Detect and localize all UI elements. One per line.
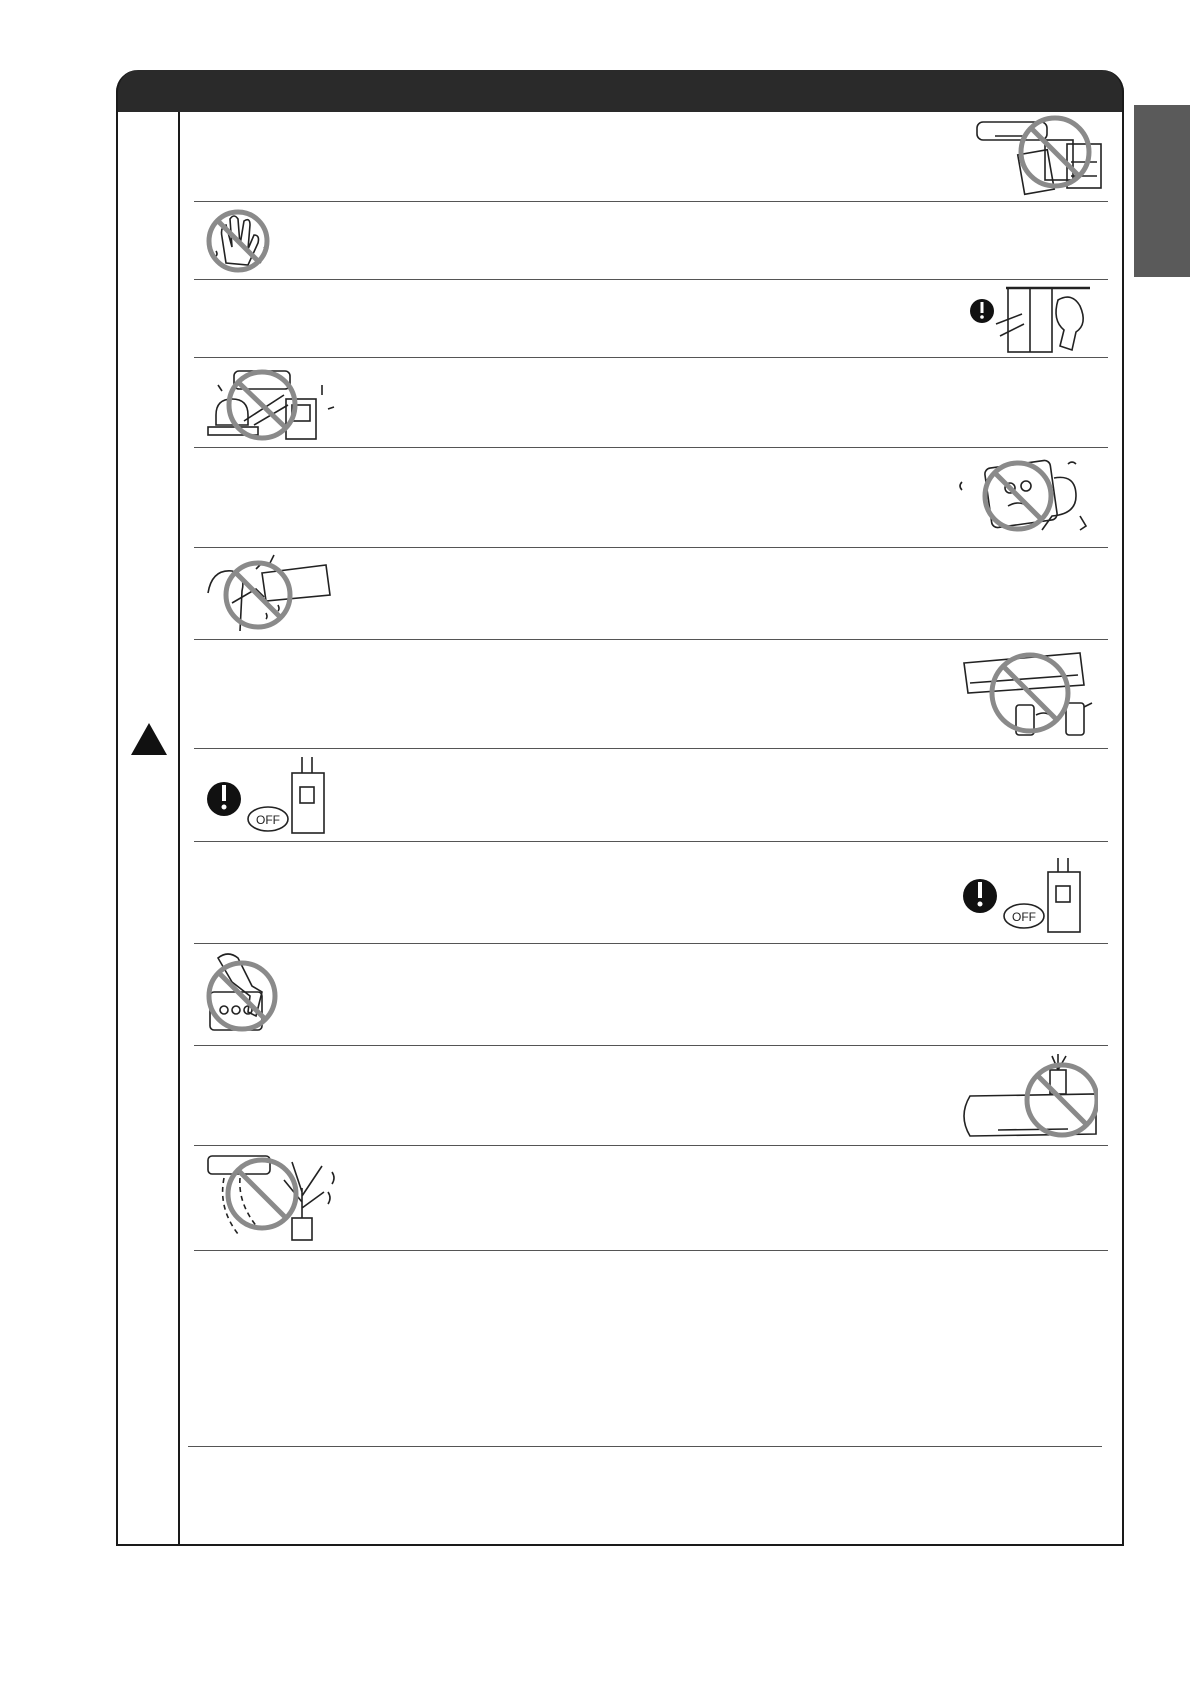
- left-column: [116, 112, 180, 1546]
- prohibited-heaters-near-unit-icon: [204, 365, 336, 445]
- prohibited-spray-cans-icon: [958, 645, 1104, 743]
- prohibited-water-spray-icon: [202, 553, 332, 635]
- row-divider: [194, 1145, 1108, 1146]
- off-label: OFF: [256, 813, 280, 827]
- row-divider: [194, 201, 1108, 202]
- prohibited-wet-hands-icon: [204, 207, 272, 275]
- row-divider: [194, 279, 1108, 280]
- prohibited-furniture-near-unit-icon: [975, 114, 1105, 198]
- row-divider: [194, 1045, 1108, 1046]
- row-divider: [194, 943, 1108, 944]
- caution-ventilate-room-icon: [966, 284, 1092, 354]
- row-divider: [194, 547, 1108, 548]
- prohibited-climbing-unit-icon: [204, 950, 282, 1038]
- row-divider: [194, 841, 1108, 842]
- off-label: OFF: [1012, 910, 1036, 924]
- warning-triangle-icon: [130, 722, 168, 756]
- row-divider: [194, 357, 1108, 358]
- prohibited-object-on-unit-icon: [958, 1050, 1098, 1138]
- row-divider: [194, 1250, 1108, 1251]
- section-tab: [1134, 105, 1190, 277]
- prohibited-airflow-on-plants-icon: [204, 1152, 340, 1244]
- prohibited-pull-cord-icon: [950, 456, 1100, 542]
- caution-switch-off-breaker-icon: [204, 757, 344, 837]
- row-divider: [194, 748, 1108, 749]
- row-divider: [194, 447, 1108, 448]
- caution-switch-off-breaker-icon: [960, 858, 1100, 938]
- footer-divider: [188, 1446, 1102, 1447]
- row-divider: [194, 639, 1108, 640]
